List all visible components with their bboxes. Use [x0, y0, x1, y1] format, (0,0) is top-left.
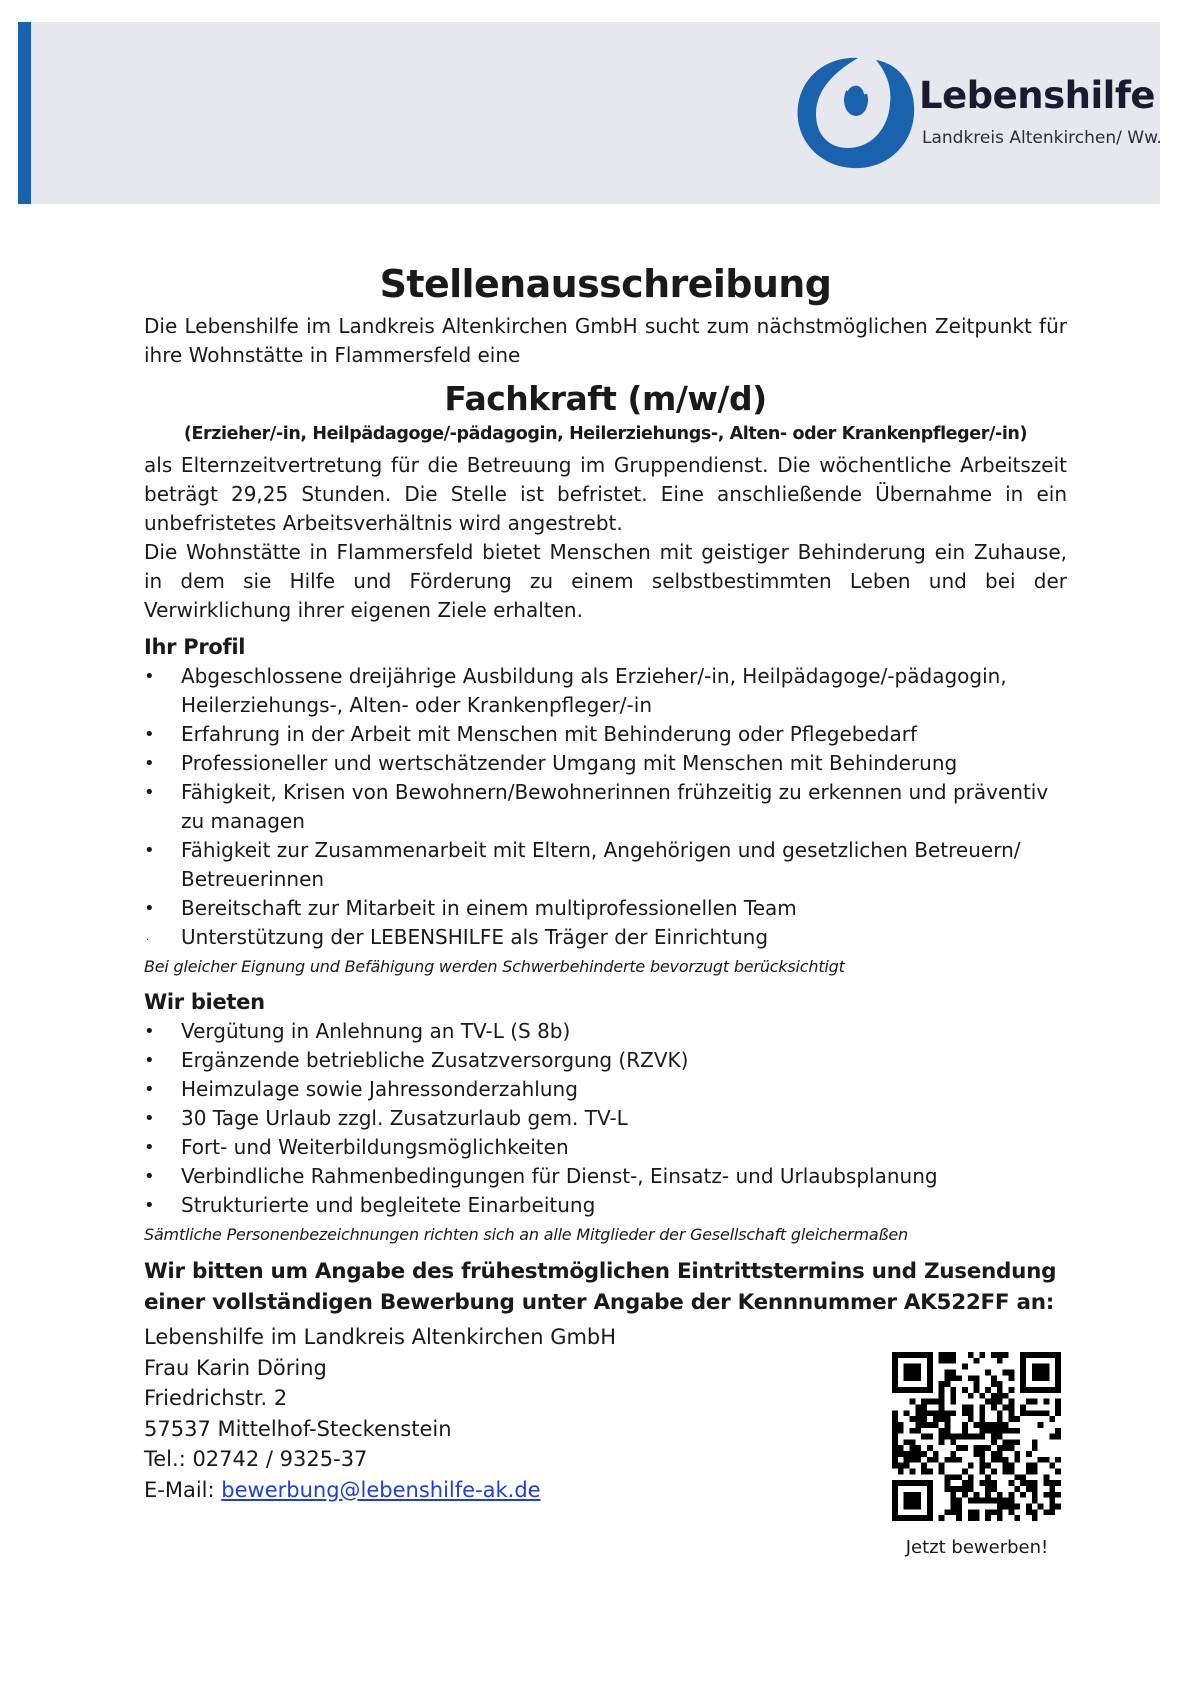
document-title: Stellenausschreibung: [379, 262, 832, 306]
company-name: Lebenshilfe im Landkreis Altenkirchen GmbH: [144, 1325, 617, 1349]
list-item: • Fähigkeit zur Zusammenarbeit mit Eltern, Angehörigen und gesetzlichen Betreuern/ Betreuerinnen: [144, 836, 1067, 894]
lebenshilfe-logo-icon: [790, 50, 920, 176]
email-link[interactable]: bewerbung@lebenshilfe-ak.de: [221, 1477, 541, 1502]
profile-list: [144, 662, 1067, 952]
list-item: • Verbindliche Rahmenbedingungen für Dienst-, Einsatz- und Urlaubsplanung: [144, 1162, 1067, 1191]
gender-note: Sämtliche Personenbezeichnungen richten sich an alle Mitglieder der Gesellschaft gleichermaßen: [144, 1225, 908, 1244]
phone-number: Tel.: 02742 / 9325-37: [144, 1447, 368, 1471]
profile-heading: Ihr Profil: [144, 635, 246, 659]
list-item: • Professioneller und wertschätzender Umgang mit Menschen mit Behinderung: [144, 749, 1067, 778]
logo-name: Lebenshilfe: [919, 74, 1156, 117]
list-item: . Unterstützung der LEBENSHILFE als Träger der Einrichtung: [144, 923, 1067, 952]
list-item: • 30 Tage Urlaub zzgl. Zusatzurlaub gem. TV-L: [144, 1104, 1067, 1133]
list-item: • Heimzulage sowie Jahressonderzahlung: [144, 1075, 1067, 1104]
header-accent-bar: [18, 22, 31, 204]
qr-caption: Jetzt bewerben!: [905, 1537, 1049, 1558]
list-item: • Strukturierte und begleitete Einarbeitung: [144, 1191, 1067, 1220]
list-item: • Fort- und Weiterbildungsmöglichkeiten: [144, 1133, 1067, 1162]
street-address: Friedrichstr. 2: [144, 1386, 288, 1410]
contact-person: Frau Karin Döring: [144, 1355, 327, 1380]
list-item: • Abgeschlossene dreijährige Ausbildung als Erzieher/-in, Heilpädagoge/-pädagogin, Heilerziehungs-, Alten- oder Krankenpfleger/-in: [144, 662, 1067, 720]
posting-content: [144, 260, 1067, 1505]
qr-code-icon[interactable]: [892, 1352, 1061, 1521]
logo-region: Landkreis Altenkirchen/ Ww.: [922, 128, 1162, 148]
list-item: • Bereitschaft zur Mitarbeit in einem multiprofessionellen Team: [144, 894, 1067, 923]
header-band: [18, 22, 1160, 204]
list-item: • Vergütung in Anlehnung an TV-L (S 8b): [144, 1017, 1067, 1046]
equal-opportunity-note: Bei gleicher Eignung und Befähigung werden Schwerbehinderte bevorzugt berücksichtigt: [144, 957, 845, 976]
application-call-to-action: Wir bitten um Angabe des frühestmöglichen Eintrittstermins und Zusendung einer vollständigen Bewerbung unter Angabe der Kennnummer AK522FF an:: [144, 1259, 1057, 1315]
list-item: • Fähigkeit, Krisen von Bewohnern/Bewohnerinnen frühzeitig zu erkennen und präventiv zu managen: [144, 778, 1067, 836]
paragraph-facility: Die Wohnstätte in Flammersfeld bietet Menschen mit geistiger Behinderung ein Zuhause, in dem sie Hilfe und Förderung zu einem selbstbestimmten Leben und bei der Verwirklichung ihrer eigenen Ziele erhalten.: [144, 540, 1067, 622]
city-address: 57537 Mittelhof-Steckenstein: [144, 1416, 452, 1441]
offer-heading: Wir bieten: [144, 990, 265, 1014]
paragraph-contract: als Elternzeitvertretung für die Betreuung im Gruppendienst. Die wöchentliche Arbeitszeit beträgt 29,25 Stunden. Die Stelle ist befristet. Eine anschließende Übernahme in ein unbefristetes Arbeitsverhältnis wird angestrebt.: [144, 453, 1067, 535]
list-item: • Ergänzende betriebliche Zusatzversorgung (RZVK): [144, 1046, 1067, 1075]
job-title: Fachkraft (m/w/d): [444, 379, 767, 418]
intro-text: Die Lebenshilfe im Landkreis Altenkirchen GmbH sucht zum nächstmöglichen Zeitpunkt für ihre Wohnstätte in Flammersfeld eine: [144, 314, 1067, 367]
list-item: • Erfahrung in der Arbeit mit Menschen mit Behinderung oder Pflegebedarf: [144, 720, 1067, 749]
email-label: E-Mail:: [144, 1477, 222, 1502]
offer-list: [144, 1017, 1067, 1220]
job-subtitle: (Erzieher/-in, Heilpädagoge/-pädagogin, Heilerziehungs-, Alten- oder Krankenpfleger/-in): [183, 424, 1028, 444]
